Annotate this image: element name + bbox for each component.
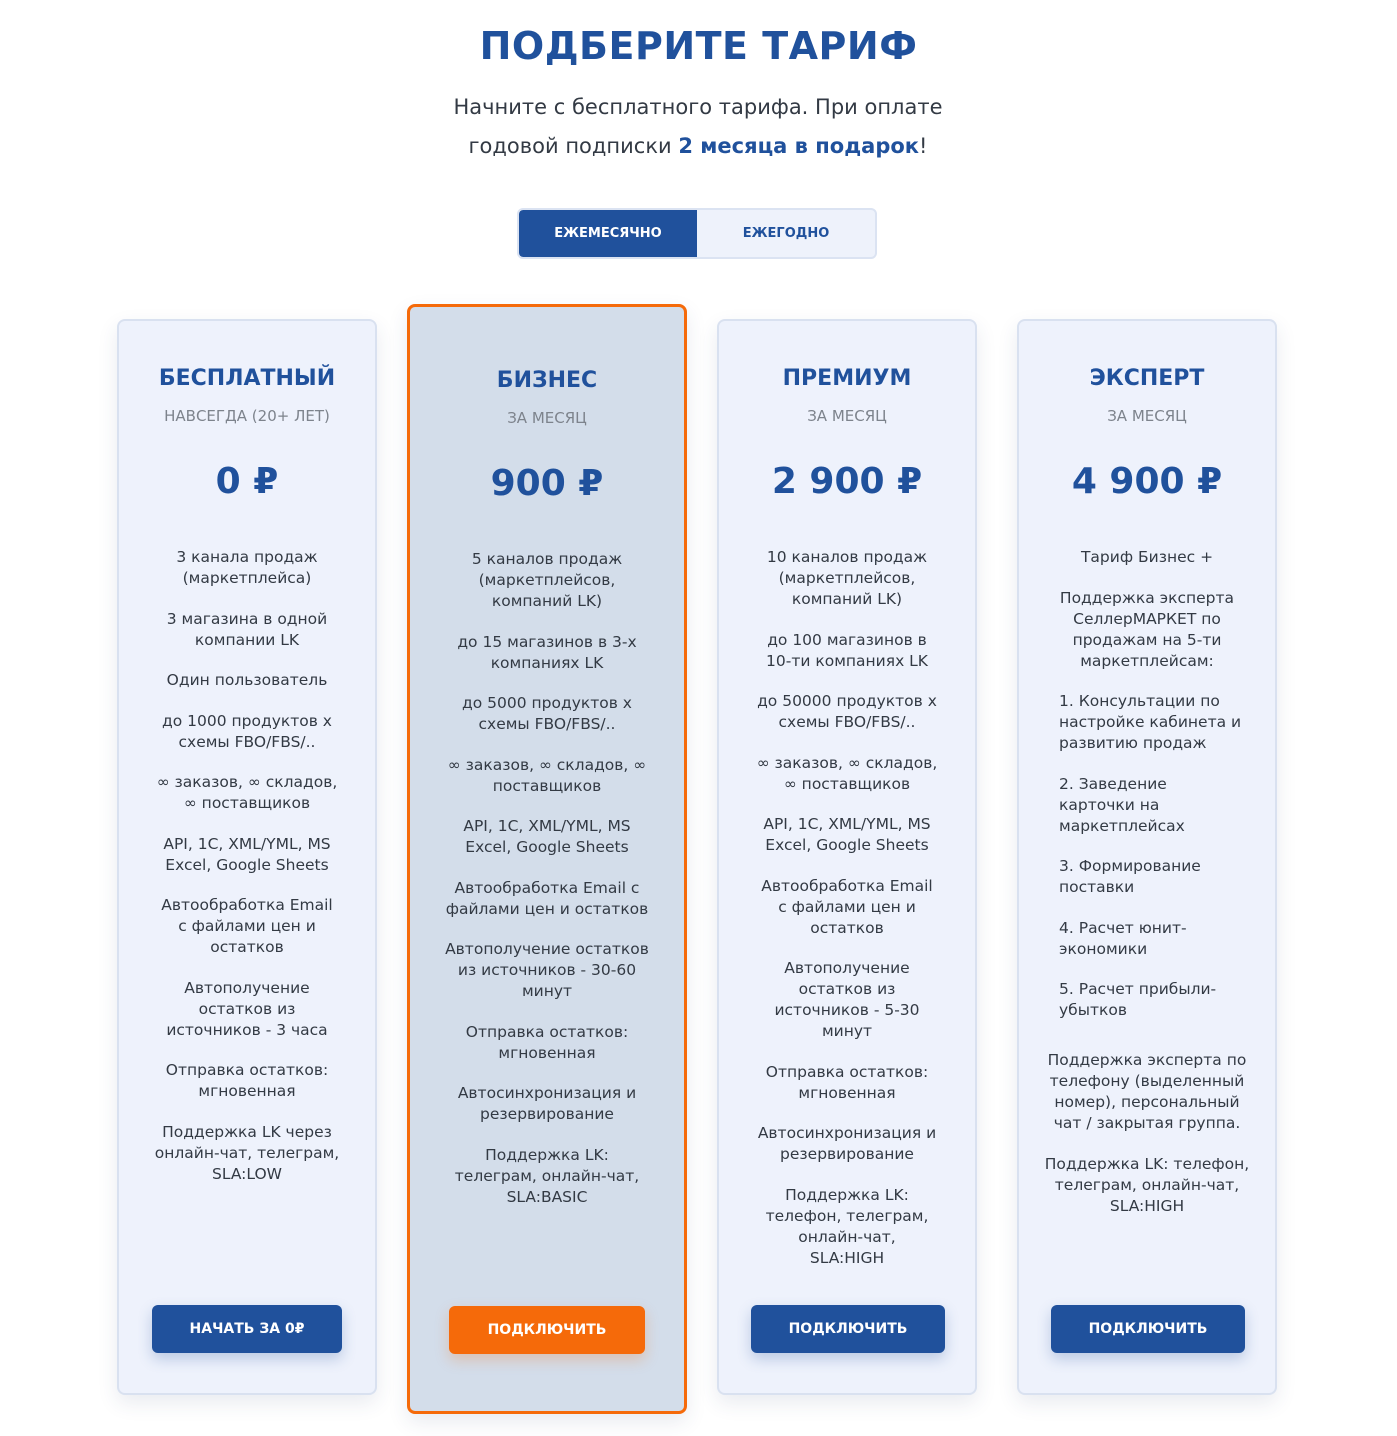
plan-card-expert (1017, 319, 1277, 1395)
plan-feature: Отправка остатков: мгновенная (765, 1062, 929, 1102)
plan-name: ЭКСПЕРТ (1089, 366, 1205, 391)
subtitle-line-2 (398, 127, 998, 166)
plan-feature: Автосинхронизация и резервирование (457, 1084, 637, 1123)
plan-feature: API, 1С, XML/YML, MS Excel, Google Sheets (463, 817, 631, 856)
plan-card-free (117, 319, 377, 1395)
start-free-button[interactable]: НАЧАТЬ ЗА 0₽ (152, 1305, 342, 1353)
plan-features (1039, 547, 1255, 1236)
plan-feature: до 15 магазинов в 3-х компаниях LK (457, 632, 637, 672)
plan-feature: 2. Заведение карточки на маркетплейсах (1059, 774, 1185, 835)
plan-feature: ∞ заказов, ∞ складов, ∞ поставщиков (447, 755, 647, 795)
plan-feature: Поддержка эксперта по телефону (выделенный номер), персональный чат / закрытая группа. (1047, 1051, 1247, 1132)
plan-feature: Автообработка Email с файлами цен и остатков (161, 896, 333, 956)
plan-card-business (407, 304, 687, 1414)
plan-feature: Автообработка Email с файлами цен и остатков (761, 876, 933, 937)
plan-feature: API, 1С, XML/YML, MS Excel, Google Sheets (763, 815, 931, 854)
plan-feature: Один пользователь (166, 671, 328, 689)
plan-feature: 5 каналов продаж (маркетплейсов, компаний LK) (471, 550, 623, 610)
toggle-monthly[interactable]: ЕЖЕМЕСЯЧНО (519, 210, 697, 257)
plan-feature: Отправка остатков: мгновенная (465, 1022, 629, 1062)
subtitle-highlight: 2 месяца в подарок (678, 134, 920, 158)
plan-feature: ∞ заказов, ∞ складов, ∞ поставщиков (156, 773, 338, 812)
subtitle-line-1: Начните с бесплатного тарифа. При оплате (453, 95, 943, 119)
plan-price: 900 ₽ (490, 463, 604, 504)
plan-feature: до 50000 продуктов х схемы FBO/FBS/.. (757, 692, 937, 731)
plan-features (139, 547, 355, 1204)
plan-feature: Автополучение остатков из источников - 30-60 минут (445, 940, 649, 1000)
plan-feature: 10 каналов продаж (маркетплейсов, компаний LK) (766, 548, 928, 608)
plan-feature: Поддержка эксперта СеллерМАРКЕТ по продажам на 5-ти маркетплейсам: (1059, 588, 1235, 670)
page-title: ПОДБЕРИТЕ ТАРИФ (479, 24, 918, 68)
connect-premium-button[interactable]: ПОДКЛЮЧИТЬ (751, 1305, 945, 1353)
plan-feature: 3. Формирование поставки (1059, 857, 1201, 896)
plan-feature: 3 канала продаж (маркетплейса) (176, 548, 318, 587)
plan-features (430, 549, 664, 1227)
plan-feature: Автообработка Email с файлами цен и остатков (445, 878, 649, 918)
plan-card-premium (717, 319, 977, 1395)
toggle-yearly[interactable]: ЕЖЕГОДНО (742, 226, 830, 241)
plan-price: 2 900 ₽ (771, 461, 923, 502)
plan-price: 4 900 ₽ (1071, 461, 1223, 502)
connect-expert-button[interactable]: ПОДКЛЮЧИТЬ (1051, 1305, 1245, 1353)
plan-period: ЗА МЕСЯЦ (507, 409, 587, 427)
billing-period-toggle (517, 208, 877, 259)
plan-feature: API, 1С, XML/YML, MS Excel, Google Sheets (163, 834, 331, 874)
plan-name: ПРЕМИУМ (782, 366, 912, 391)
plan-period: НАВСЕГДА (20+ ЛЕТ) (164, 407, 330, 425)
plan-feature: 4. Расчет юнит- экономики (1059, 918, 1187, 958)
plan-feature: Поддержка LK через онлайн-чат, телеграм, SLA:LOW (154, 1122, 340, 1183)
plan-feature: Автополучение остатков из источников - 5-30 минут (774, 959, 920, 1040)
plan-feature: Поддержка LK: телеграм, онлайн-чат, SLA:BASIC (454, 1145, 640, 1206)
plan-feature: до 5000 продуктов х схемы FBO/FBS/.. (462, 694, 632, 733)
plan-features (739, 547, 955, 1288)
plan-feature: Тариф Бизнес + (1080, 548, 1214, 566)
plan-feature: Отправка остатков: мгновенная (165, 1061, 329, 1100)
subtitle-end: ! (919, 134, 928, 158)
plan-price: 0 ₽ (215, 461, 279, 502)
plan-name: БЕСПЛАТНЫЙ (158, 366, 336, 391)
plan-feature: 1. Консультации по настройке кабинета и развитию продаж (1059, 692, 1242, 752)
plan-feature: до 100 магазинов в 10-ти компаниях LK (766, 630, 928, 670)
subtitle-text: годовой подписки (468, 134, 679, 158)
plan-feature: до 1000 продуктов х схемы FBO/FBS/.. (162, 711, 332, 751)
plan-feature: Автосинхронизация и резервирование (757, 1124, 937, 1163)
plan-period: ЗА МЕСЯЦ (1107, 407, 1187, 425)
plan-name: БИЗНЕС (496, 368, 598, 393)
plan-feature: Автополучение остатков из источников - 3 часа (166, 978, 328, 1039)
plan-feature: 5. Расчет прибыли- убытков (1059, 980, 1217, 1019)
plan-feature: Поддержка LK: телефон, телеграм, онлайн-чат, SLA:HIGH (765, 1185, 929, 1267)
page-subtitle (398, 88, 998, 166)
plan-period: ЗА МЕСЯЦ (807, 407, 887, 425)
plan-feature: ∞ заказов, ∞ складов, ∞ поставщиков (756, 753, 938, 793)
plan-feature: 3 магазина в одной компании LK (166, 609, 328, 649)
connect-business-button[interactable]: ПОДКЛЮЧИТЬ (449, 1306, 645, 1354)
plan-feature: Поддержка LK: телефон, телеграм, онлайн-чат, SLA:HIGH (1044, 1154, 1250, 1215)
